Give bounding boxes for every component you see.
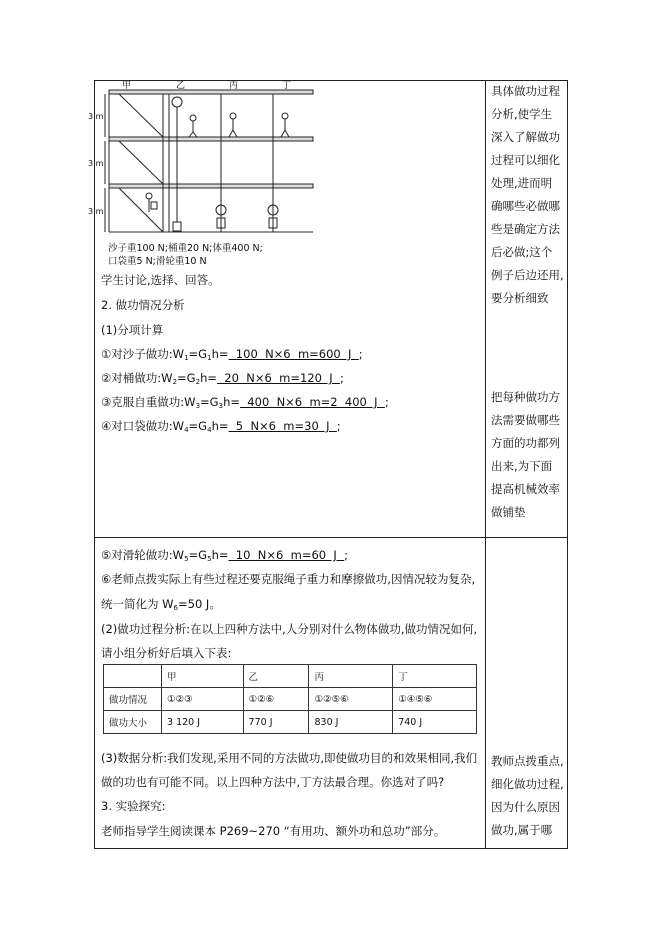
figure-caption: 口袋重5 N;滑轮重10 N: [108, 256, 207, 267]
note-line: 教师点拨重点,: [491, 754, 564, 768]
note-line: 因为什么原因: [491, 800, 560, 814]
note-line: 提高机械效率: [491, 482, 560, 496]
figure-caption: 沙子重100 N;桶重20 N;体重400 N;: [108, 243, 263, 254]
note-line: 深入了解做功: [491, 130, 560, 144]
table-row: [104, 711, 477, 734]
table-row: [104, 688, 477, 711]
table-header: 丁: [393, 665, 477, 688]
paragraph-line: 做的功也有可能不同。以上四种方法中,丁方法最合理。你选对了吗?: [101, 775, 445, 789]
table-cell: ①②③: [162, 688, 244, 711]
note-line: 细化做功过程,: [491, 777, 564, 791]
note-line: 过程可以细化: [491, 153, 560, 167]
paragraph-line: 统一简化为 $W_6=50$ J。: [101, 597, 221, 612]
note-line: 例子后边还用,: [491, 268, 564, 282]
table-row: [104, 665, 477, 688]
work-item: ③克服自重做功$:W_3=G_3h= 400$ N×6 m=2 400 J ;: [101, 395, 389, 410]
table-cell: 830 J: [309, 711, 393, 734]
work-methods-figure: [101, 82, 317, 240]
table-cell: [104, 665, 162, 688]
note-line: 具体做功过程: [491, 84, 560, 98]
section-heading: 2. 做功情况分析: [101, 298, 185, 312]
note-line: 些是确定方法: [491, 222, 560, 236]
table-header: 丙: [309, 665, 393, 688]
work-item: ②对桶做功$:W_2=G_2h= 20$ N×6 m=120 J ;: [101, 371, 344, 386]
note-line: 出来,为下面: [491, 459, 553, 473]
table-cell: ①②⑤⑥: [309, 688, 393, 711]
table-cell: 3 120 J: [162, 711, 244, 734]
note-line: 把每种做功方: [491, 390, 560, 404]
work-item: ⑤对滑轮做功$:W_5=G_5h= 10$ N×6 m=60 J ;: [101, 548, 348, 563]
work-item: ①对沙子做功$:W_1=G_1h= 100$ N×6 m=600 J ;: [101, 347, 363, 362]
subsection-heading: (1)分项计算: [101, 323, 164, 337]
table-cell: 做功大小: [104, 711, 162, 734]
note-line: 要分析细致: [491, 291, 549, 305]
note-line: 后必做;这个: [491, 245, 553, 259]
discussion-text: 学生讨论,选择、回答。: [101, 273, 220, 287]
figure-label-jia: 甲: [122, 81, 132, 91]
height-label: 3 m: [88, 159, 104, 168]
table-cell: 740 J: [393, 711, 477, 734]
height-label: 3 m: [88, 112, 104, 121]
note-line: 做铺垫: [491, 505, 526, 519]
table-cell: 770 J: [243, 711, 309, 734]
note-line: 处理,进而明: [491, 176, 553, 190]
paragraph-line: 请小组分析好后填入下表:: [101, 646, 232, 660]
table-header: 甲: [162, 665, 244, 688]
note-line: 法需要做哪些: [491, 413, 560, 427]
height-label: 3 m: [88, 207, 104, 216]
work-item: ④对口袋做功$:W_4=G_4h= 5$ N×6 m=30 J ;: [101, 419, 341, 434]
column-divider: [485, 81, 486, 848]
figure-label-ding: 丁: [282, 81, 292, 91]
paragraph-line: ⑥老师点拨实际上有些过程还要克服绳子重力和摩擦做功,因情况较为复杂,: [101, 572, 476, 586]
note-line: 方面的功都列: [491, 436, 560, 450]
table-header: 乙: [243, 665, 309, 688]
figure-label-bing: 丙: [229, 81, 239, 91]
figure-label-yi: 乙: [176, 81, 186, 91]
paragraph-line: (3)数据分析:我们发现,采用不同的方法做功,即使做功目的和效果相同,我们: [101, 751, 478, 765]
table-cell: 做功情况: [104, 688, 162, 711]
note-line: 做功,属于哪: [491, 823, 553, 837]
row-divider: [95, 537, 567, 538]
section-heading: 3. 实验探究:: [101, 799, 166, 813]
paragraph-line: 老师指导学生阅读课本 P269~270 “有用功、额外功和总功”部分。: [101, 824, 446, 838]
note-line: 确哪些必做哪: [491, 199, 560, 213]
teaching-notes-bottom: [491, 750, 565, 842]
work-summary-table: [103, 664, 477, 734]
teaching-notes-top: [491, 80, 565, 524]
table-cell: ①④⑤⑥: [393, 688, 477, 711]
paragraph-line: (2)做功过程分析:在以上四种方法中,人分别对什么物体做功,做功情况如何,: [101, 622, 478, 636]
note-line: 分析,使学生: [491, 107, 553, 121]
table-cell: ①②⑥: [243, 688, 309, 711]
